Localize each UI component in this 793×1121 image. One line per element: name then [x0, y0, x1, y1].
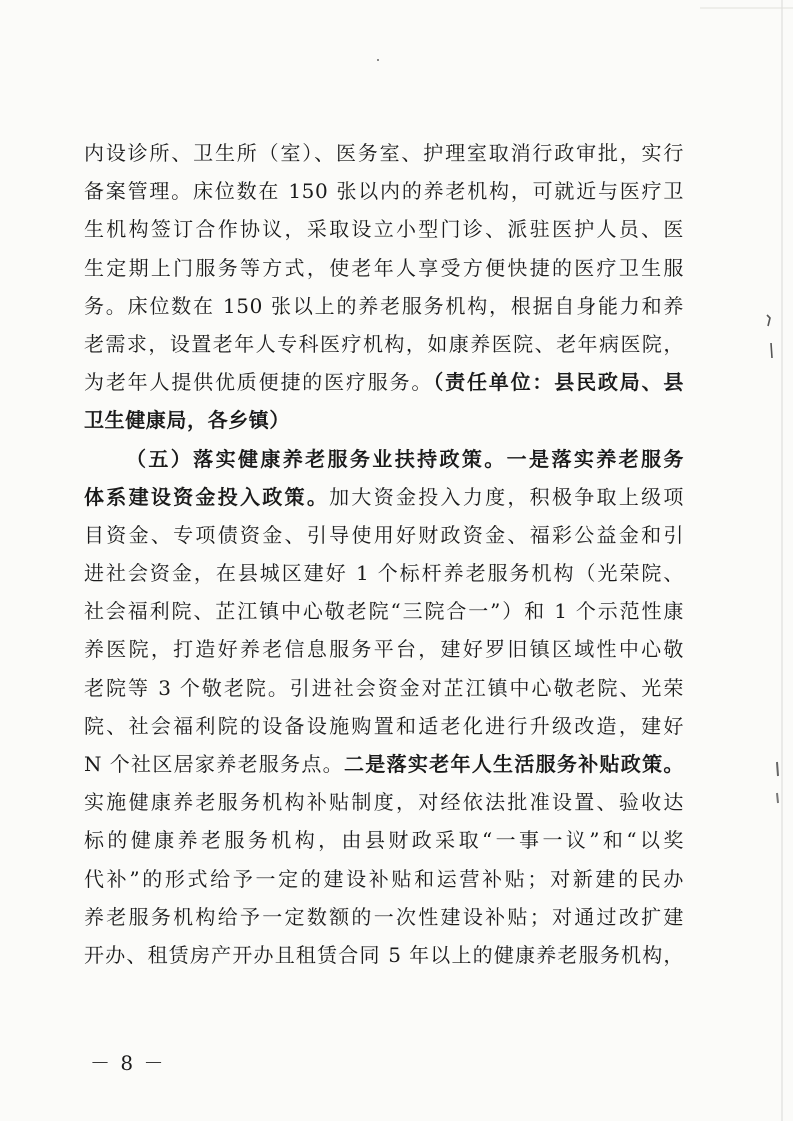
text-line: 代补”的形式给予一定的建设补贴和运营补贴；对新建的民办 — [84, 866, 684, 891]
text-line: 养医院，打造好养老信息服务平台，建好罗旧镇区域性中心敬 — [84, 637, 684, 662]
text-line — [84, 478, 684, 516]
text-line — [84, 401, 684, 439]
text-line: 养老服务机构给予一定数额的一次性建设补贴；对通过改扩建 — [84, 904, 684, 929]
text-segment: 加大资金投入力度，积极争取上级项 — [329, 484, 684, 509]
text-line: 院、社会福利院的设备设施购置和适老化进行升级改造，建好 — [84, 713, 684, 738]
text-line: 进社会资金，在县城区建好 1 个标杆养老服务机构（光荣院、 — [84, 561, 684, 586]
section-heading-line — [84, 440, 684, 478]
text-line: 务。床位数在 150 张以上的养老服务机构，根据自身能力和养 — [84, 293, 684, 318]
text-segment: N 个社区居家养老服务点。 — [84, 752, 344, 776]
text-line: 标的健康养老服务机构，由县财政采取“一事一议”和“以奖 — [84, 828, 684, 853]
text-line: 老院等 3 个敬老院。引进社会资金对芷江镇中心敬老院、光荣 — [84, 675, 684, 700]
scan-speck — [377, 59, 379, 61]
policy-heading-bold: 二是落实老年人生活服务补贴政策。 — [343, 752, 684, 776]
text-line: 开办、租赁房产开办且租赁合同 5 年以上的健康养老服务机构， — [84, 942, 684, 967]
responsible-units-bold: 卫生健康局，各乡镇） — [84, 408, 290, 433]
text-line: 目资金、专项债资金、引导使用好财政资金、福彩公益金和引 — [84, 522, 684, 547]
text-line: 实施健康养老服务机构补贴制度，对经依法批准设置、验收达 — [84, 790, 684, 815]
scan-speck — [771, 343, 772, 358]
text-line: 备案管理。床位数在 150 张以内的养老机构，可就近与医疗卫 — [84, 179, 684, 204]
text-line: 生定期上门服务等方式，使老年人享受方便快捷的医疗卫生服 — [84, 255, 684, 280]
page-number: － 8 － — [90, 1051, 166, 1075]
text-line — [84, 745, 684, 783]
text-line: 老需求，设置老年人专科医疗机构，如康养医院、老年病医院， — [84, 331, 684, 356]
scan-speck — [767, 315, 770, 326]
text-line: 内设诊所、卫生所（室）、医务室、护理室取消行政审批，实行 — [84, 141, 684, 165]
body-text — [84, 134, 684, 974]
text-segment: 为老年人提供优质便捷的医疗服务。 — [84, 370, 434, 395]
scan-speck — [777, 793, 778, 803]
scan-speck — [777, 762, 778, 776]
text-line: 生机构签订合作协议，采取设立小型门诊、派驻医护人员、医 — [84, 217, 684, 242]
section-heading-bold: （五）落实健康养老服务业扶持政策。一是落实养老服务 — [126, 446, 684, 471]
text-line: 社会福利院、芷江镇中心敬老院“三院合一”）和 1 个示范性康 — [84, 599, 684, 624]
text-line — [84, 363, 684, 401]
policy-heading-bold: 体系建设资金投入政策。 — [84, 484, 330, 509]
responsible-units-bold: （责任单位：县民政局、县 — [433, 370, 685, 395]
